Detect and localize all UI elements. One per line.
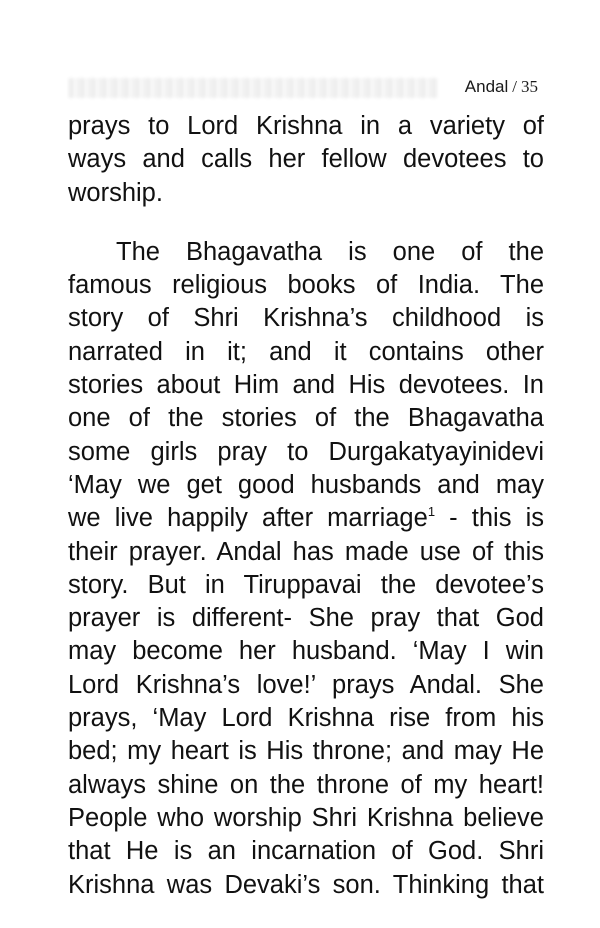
text-line: famous religious books of India. The [68, 271, 544, 300]
text-line: prays to Lord Krishna in a variety of [68, 112, 544, 140]
scan-smudge [68, 78, 438, 98]
paragraph-1 [68, 110, 544, 210]
text-line: bed; my heart is His throne; and may He [68, 737, 544, 766]
text-line: ‘May we get good husbands and may [68, 470, 544, 499]
text-line: one of the stories of the Bhagavatha [68, 404, 544, 433]
text-line: that He is an incarnation of God. Shri [68, 837, 544, 866]
text-line: Krishna was Devaki’s son. Thinking that [68, 870, 544, 899]
running-head-title: Andal [464, 77, 509, 96]
paragraph-2 [68, 236, 544, 902]
text-line: prays, ‘May Lord Krishna rise from his [68, 704, 544, 733]
running-head-separator: / [512, 77, 517, 96]
text-line: narrated in it; and it contains other [68, 337, 544, 366]
text-line: may become her husband. ‘May I win [68, 637, 544, 666]
text-line-first [68, 236, 544, 269]
running-head [465, 76, 538, 98]
text-line: their prayer. Andal has made use of this [68, 537, 544, 566]
text-line: story. But in Tiruppavai the devotee’s [68, 570, 544, 599]
text-line: Lord Krishna’s love!’ prays Andal. She [68, 670, 544, 699]
text-line-content: we live happily after marriage [68, 504, 428, 533]
page-number: 35 [521, 77, 538, 96]
text-line: worship. [68, 178, 163, 207]
text-line: prayer is different- She pray that God [68, 604, 544, 633]
body-text [68, 110, 544, 902]
text-line: some girls pray to Durgakatyayinidevi [68, 437, 544, 466]
text-line: stories about Him and His devotees. In [68, 371, 544, 400]
text-line: always shine on the throne of my heart! [68, 770, 544, 799]
text-line: People who worship Shri Krishna believe [68, 803, 544, 832]
text-line-suffix: - this is [435, 504, 545, 533]
text-line: story of Shri Krishna’s childhood is [68, 304, 544, 333]
page-header [0, 74, 600, 104]
text-line-with-footnote [68, 502, 544, 535]
footnote-marker[interactable]: 1 [427, 504, 436, 520]
text-line-content: The Bhagavatha is one of the [116, 237, 544, 266]
text-line: ways and calls her fellow devotees to [68, 145, 544, 174]
